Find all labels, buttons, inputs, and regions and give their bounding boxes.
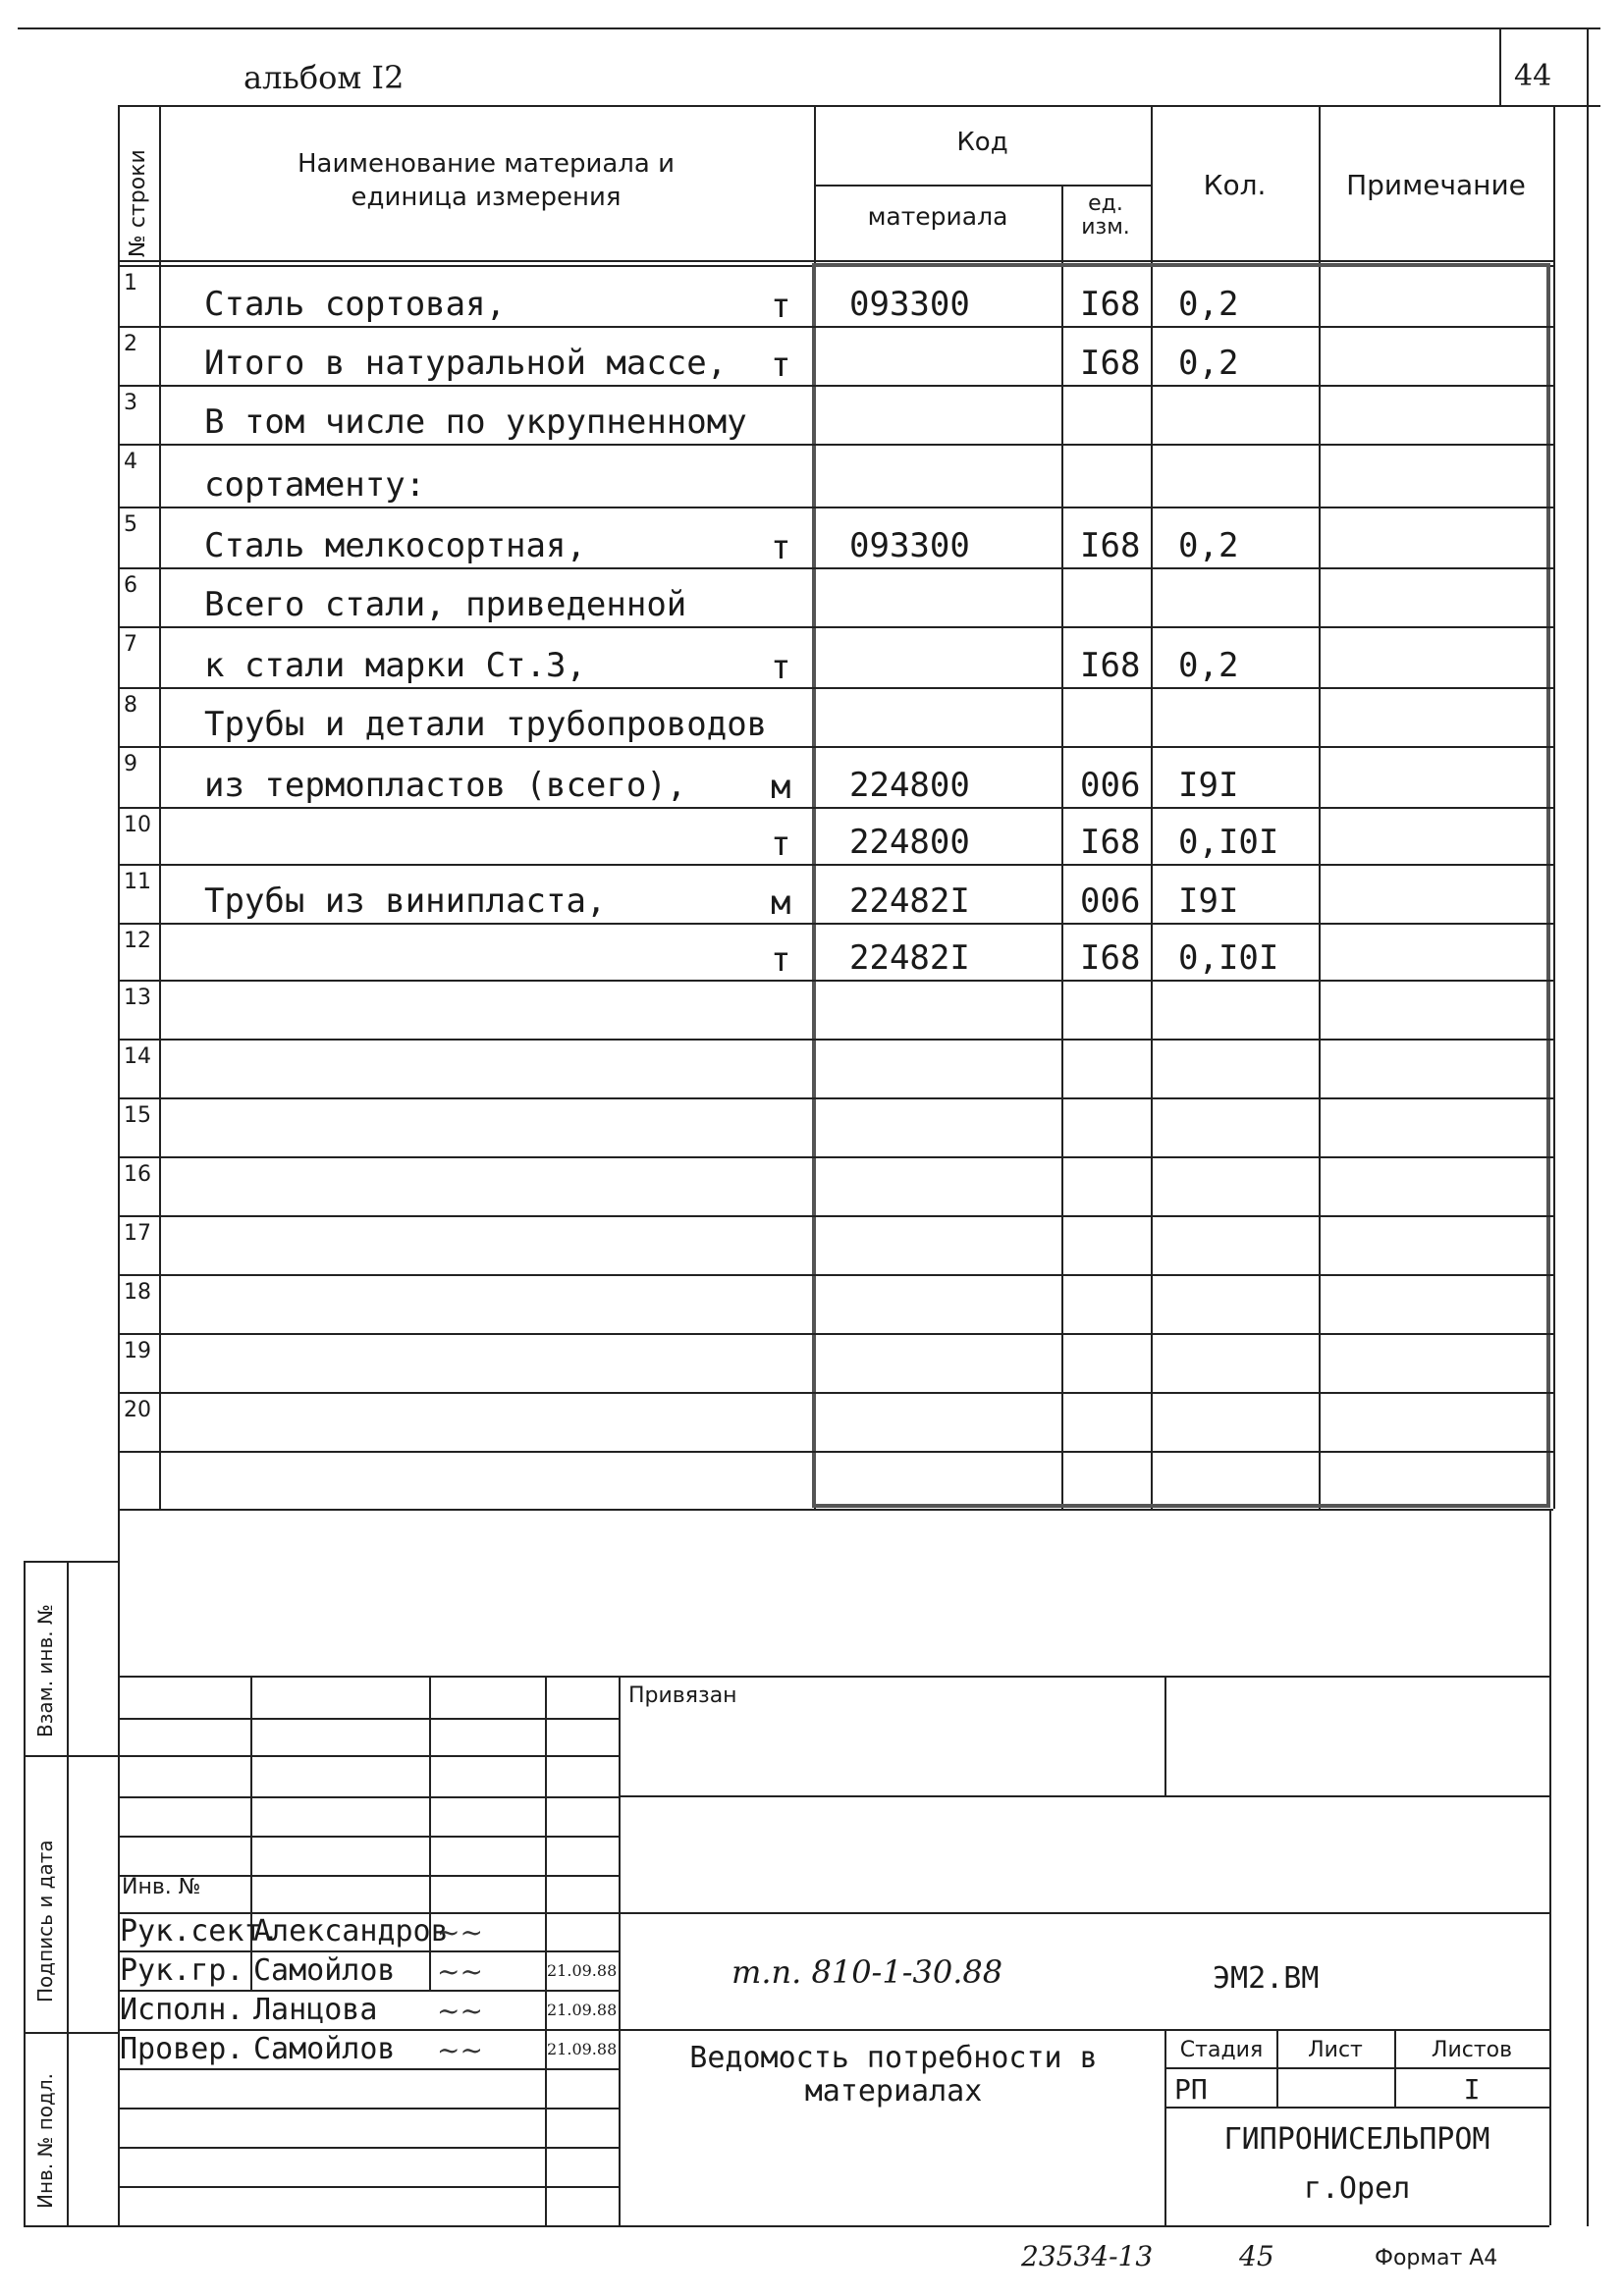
material-code: 093300 (849, 285, 970, 324)
sheets-label: Листов (1431, 2038, 1513, 2062)
inv-no-label: Инв. № (122, 1875, 201, 1899)
stamp-r1 (118, 1718, 619, 1720)
header-row-no: № строки (126, 149, 150, 257)
quantity: 0,2 (1178, 646, 1239, 685)
header-code: Код (956, 128, 1008, 157)
row-number: 17 (124, 1221, 151, 1246)
material-name: к стали марки Ст.3, (204, 646, 586, 685)
quantity: I9I (1178, 881, 1239, 921)
unit-code: 006 (1080, 766, 1141, 805)
table-row (118, 1276, 1553, 1335)
unit-code: I68 (1080, 938, 1141, 978)
row-number: 7 (124, 632, 137, 657)
side-top (24, 1561, 118, 1563)
page-number: 44 (1514, 59, 1552, 93)
unit-suffix: м (771, 768, 791, 807)
material-code: 22482I (849, 881, 970, 921)
role-label: Рук.сект. (120, 1914, 280, 1949)
unit-suffix: м (771, 883, 791, 923)
material-name: Трубы из винипласта, (204, 881, 607, 921)
quantity: 0,I0I (1178, 823, 1279, 862)
table-row (118, 628, 1553, 689)
header-bottom-line (118, 105, 1600, 107)
table-row (118, 446, 1553, 508)
table-row (118, 809, 1553, 866)
unit-code: 006 (1080, 881, 1141, 921)
privyazan-label: Привязан (628, 1683, 737, 1708)
stage-value: РП (1174, 2073, 1208, 2106)
unit-suffix: т (771, 940, 791, 980)
table-row (118, 1099, 1553, 1158)
row-number: 14 (124, 1044, 151, 1069)
side-sign-date: Подпись и дата (33, 1840, 57, 2002)
doc-title: Ведомость потребности в материалах (689, 2041, 1098, 2109)
role-date: 21.09.88 (547, 2001, 618, 2019)
side-sep2 (24, 2032, 118, 2034)
unit-suffix: т (771, 287, 791, 326)
quantity: 0,2 (1178, 526, 1239, 565)
header-material: материала (867, 202, 1008, 231)
table-row (118, 689, 1553, 748)
sheets-value: I (1463, 2073, 1481, 2106)
unit-code: I68 (1080, 823, 1141, 862)
side-left (24, 1561, 26, 2225)
side-zam: Взам. инв. № (33, 1604, 57, 1737)
material-name: Сталь мелкосортная, (204, 526, 586, 565)
material-name: Сталь сортовая, (204, 285, 507, 324)
stamp-r9 (118, 2029, 1549, 2031)
row-divider (118, 1451, 1553, 1453)
material-code: 22482I (849, 938, 970, 978)
stage-line (1164, 2067, 1549, 2069)
row-number: 8 (124, 693, 137, 718)
row-number: 19 (124, 1339, 151, 1363)
material-name: из термопластов (всего), (204, 766, 687, 805)
stamp-r8 (118, 1990, 619, 1992)
material-code: 224800 (849, 823, 970, 862)
material-name: Итого в натуральной массе, (204, 344, 728, 383)
col-note-right (1553, 105, 1555, 1509)
stamp-col4 (619, 1676, 621, 2225)
table-row (118, 267, 1553, 328)
row-number: 16 (124, 1162, 151, 1187)
row-number: 10 (124, 813, 151, 837)
stamp-r10 (118, 2068, 619, 2070)
footer-number: 23534-13 (1021, 2240, 1154, 2272)
stamp-right (1549, 1509, 1551, 2225)
signature-scribble: ~~ (437, 2034, 483, 2066)
row-number: 1 (124, 271, 137, 295)
doc-code: ЭМ2.ВМ (1213, 1961, 1320, 1996)
role-name: Самойлов (253, 1953, 396, 1988)
side-inv-podl: Инв. № подл. (33, 2073, 57, 2209)
stamp-top (118, 1676, 1549, 1678)
table-row (118, 387, 1553, 446)
quantity: 0,I0I (1178, 938, 1279, 978)
org-name: ГИПРОНИСЕЛЬПРОМ (1223, 2122, 1490, 2157)
unit-suffix: т (771, 528, 791, 567)
stamp-r11 (118, 2108, 619, 2109)
side-mid (67, 1561, 69, 2225)
table-row (118, 569, 1553, 628)
table-row (118, 508, 1553, 569)
top-edge (18, 27, 1600, 29)
role-date: 21.09.88 (547, 1961, 618, 1980)
row-number: 12 (124, 929, 151, 953)
unit-code: I68 (1080, 285, 1141, 324)
role-name: Александров (253, 1914, 449, 1949)
stage-line2 (1164, 2107, 1549, 2109)
table-row (118, 1217, 1553, 1276)
right-frame (1587, 27, 1589, 2226)
code-subheader-line (814, 185, 1151, 187)
table-row (118, 1335, 1553, 1394)
material-name: сортаменту: (204, 465, 426, 505)
row-number: 5 (124, 512, 137, 537)
table-bottom (118, 1509, 1553, 1511)
row-number: 9 (124, 752, 137, 776)
header-unit: ед. изм. (1081, 191, 1130, 240)
row-number: 18 (124, 1280, 151, 1305)
table-row (118, 328, 1553, 387)
row-number: 6 (124, 573, 137, 598)
side-sep1 (24, 1755, 118, 1757)
signature-scribble: ~~ (437, 1916, 483, 1949)
material-code: 093300 (849, 526, 970, 565)
material-code: 224800 (849, 766, 970, 805)
signature-scribble: ~~ (437, 1955, 483, 1988)
quantity: 0,2 (1178, 344, 1239, 383)
material-name: В том числе по укрупненному (204, 402, 747, 442)
material-name: Всего стали, приведенной (204, 585, 687, 624)
bottom-line (24, 2225, 1549, 2227)
unit-suffix: т (771, 648, 791, 687)
unit-suffix: т (771, 825, 791, 864)
sheet-label: Лист (1308, 2038, 1363, 2062)
role-name: Ланцова (253, 1993, 378, 2027)
unit-code: I68 (1080, 646, 1141, 685)
header-name: Наименование материала и единица измерения (297, 149, 676, 212)
table-row (118, 982, 1553, 1041)
footer-format: Формат А4 (1375, 2246, 1498, 2270)
page-num-divider (1499, 27, 1501, 106)
material-name: Трубы и детали трубопроводов (204, 705, 768, 744)
header-bottom (118, 260, 1553, 262)
row-number: 4 (124, 450, 137, 474)
footer-page: 45 (1239, 2240, 1274, 2272)
stage-label: Стадия (1179, 2038, 1264, 2062)
stamp-r2 (118, 1755, 619, 1757)
table-row (118, 1158, 1553, 1217)
unit-suffix: т (771, 346, 791, 385)
doc-number: т.п. 810-1-30.88 (731, 1953, 1003, 1991)
stamp-r3 (118, 1796, 619, 1798)
table-row (118, 925, 1553, 982)
privyazan-divider (1164, 1676, 1166, 1795)
row-number: 15 (124, 1103, 151, 1128)
header-note: Примечание (1346, 169, 1526, 201)
stamp-r4 (118, 1836, 619, 1838)
quantity: I9I (1178, 766, 1239, 805)
role-label: Провер. (120, 2032, 244, 2066)
privyazan-bottom (619, 1795, 1549, 1797)
row-number: 20 (124, 1398, 151, 1422)
quantity: 0,2 (1178, 285, 1239, 324)
unit-code: I68 (1080, 526, 1141, 565)
role-date: 21.09.88 (547, 2040, 618, 2058)
row-number: 2 (124, 332, 137, 356)
stamp-r12 (118, 2147, 619, 2149)
signature-scribble: ~~ (437, 1995, 483, 2027)
role-name: Самойлов (253, 2032, 396, 2066)
table-row (118, 1394, 1553, 1453)
role-label: Рук.гр. (120, 1953, 244, 1988)
unit-code: I68 (1080, 344, 1141, 383)
stamp-r7 (118, 1950, 619, 1952)
org-city: г.Орел (1303, 2171, 1411, 2206)
table-row (118, 866, 1553, 925)
album-label: альбом I2 (244, 59, 405, 96)
row-number: 13 (124, 986, 151, 1010)
table-row (118, 748, 1553, 809)
row-number: 11 (124, 870, 151, 894)
stamp-r13 (118, 2186, 619, 2188)
role-label: Исполн. (120, 1993, 244, 2027)
header-qty: Кол. (1203, 169, 1267, 201)
row-number: 3 (124, 391, 137, 415)
table-row (118, 1041, 1553, 1099)
